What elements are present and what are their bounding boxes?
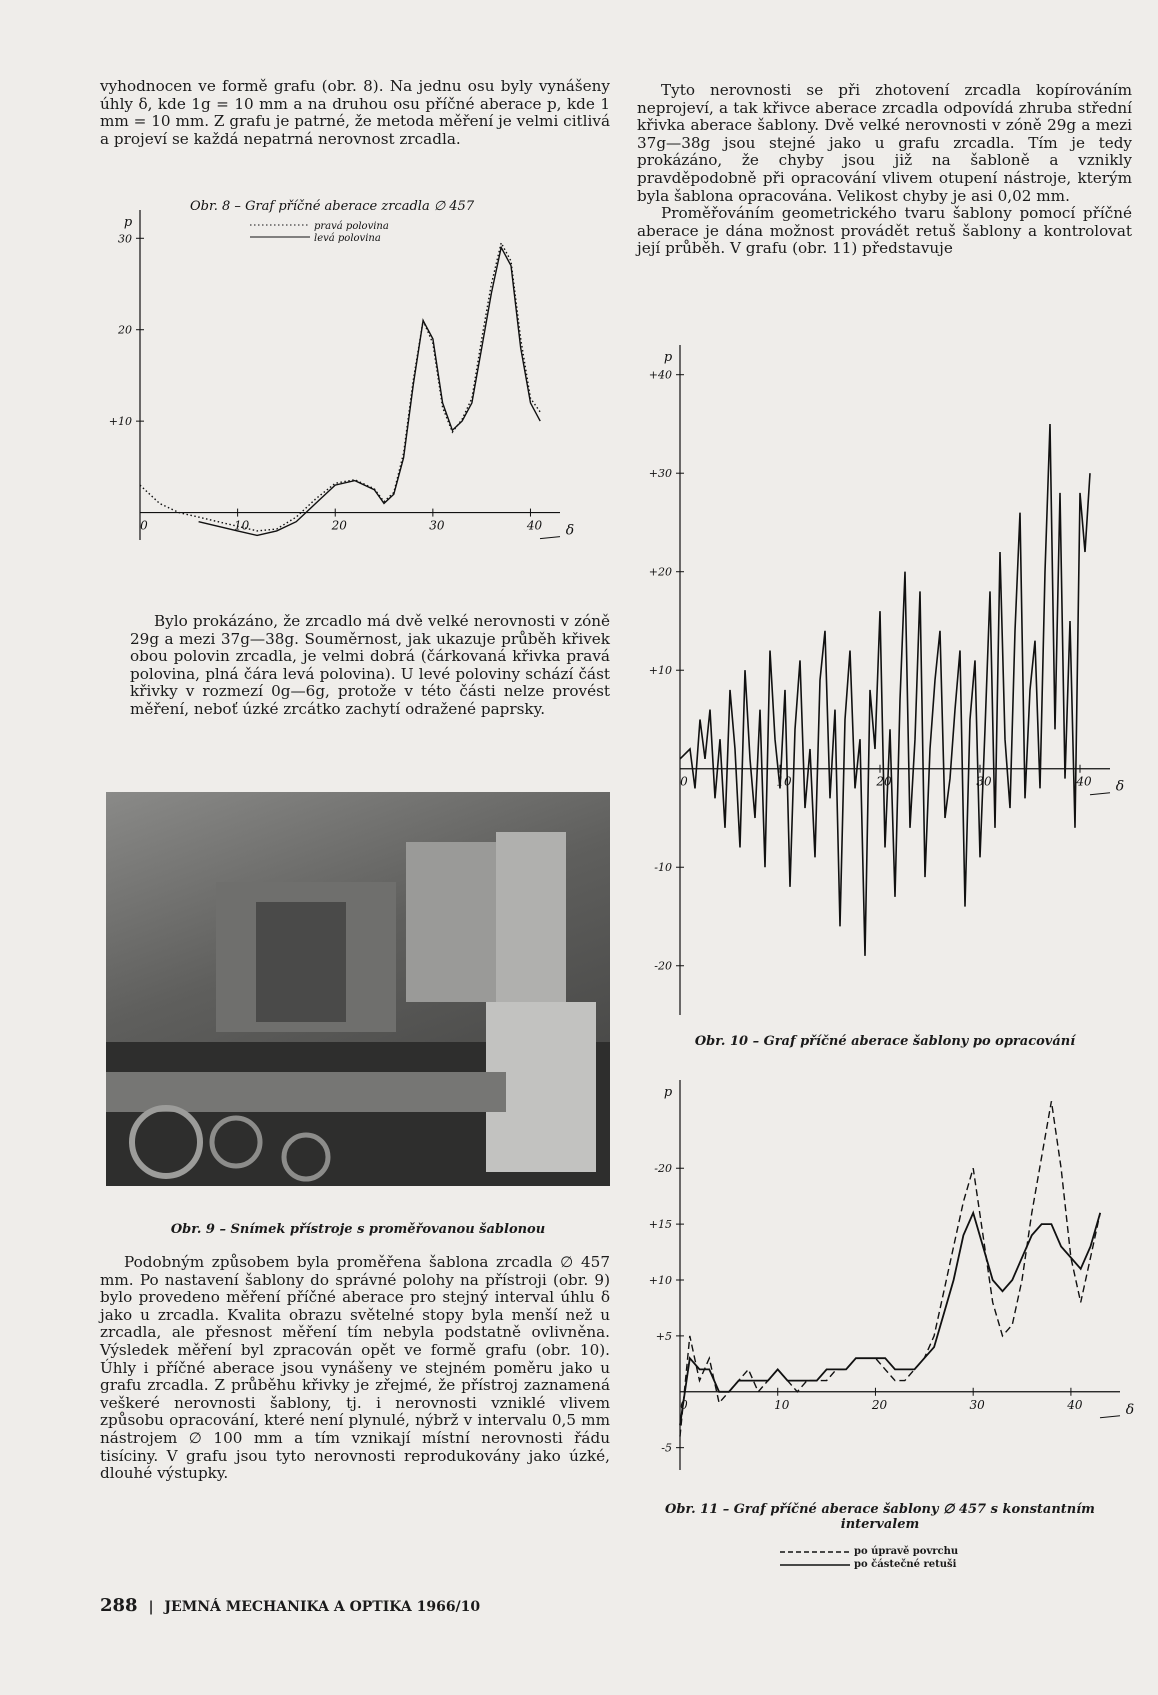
- y-tick-label: -20: [654, 1162, 672, 1176]
- x-axis-label: δ: [1115, 778, 1125, 795]
- y-tick-label: +30: [648, 467, 672, 481]
- paragraph: Tyto nerovnosti se při zhotovení zrcadla kopírováním neprojeví, a tak křivce aberace zrcadla odpovídá zhruba střední křivka aberace šablony. Dvě velké nerovnosti v zóně 29g a mezi 37g—38g jsou stejné jako u grafu zrcadla. Tím je tedy prokázáno, že chyby jsou již na šabloně a vznikly pravděpodobně při opracování vlivem otupení nástroje, kterým byla šablona opracována. Velikost chyby je asi 0,02 mm.: [637, 81, 1132, 205]
- legend-dotted-label: pravá polovina: [314, 221, 389, 232]
- x-tick-label: 30: [976, 774, 992, 789]
- right-column-top: [637, 82, 1132, 258]
- series-line-1: [199, 247, 541, 535]
- x-tick-label: 10: [774, 1397, 790, 1412]
- series-line-1: [680, 424, 1090, 956]
- y-axis-label: p: [663, 350, 673, 365]
- y-tick-label: +20: [648, 565, 672, 579]
- left-column-mid: [130, 613, 610, 719]
- x-tick-label: 0: [140, 518, 148, 533]
- y-tick-label: -10: [654, 861, 672, 875]
- legend-item: [780, 1558, 958, 1571]
- x-axis-arrow: [540, 537, 560, 539]
- page-number: 288: [100, 1595, 138, 1616]
- legend-label: po úpravě povrchu: [854, 1546, 959, 1557]
- x-tick-label: 40: [1067, 1397, 1083, 1412]
- y-tick-label: 20: [118, 323, 132, 337]
- y-tick-label: +15: [648, 1218, 672, 1232]
- legend-solid-label: levá polovina: [314, 233, 381, 244]
- paragraph: Podobným způsobem byla proměřena šablona zrcadla ∅ 457 mm. Po nastavení šablony do správné polohy na přístroji (obr. 9) bylo provedeno měření příčné aberace pro stejný interval úhlu δ jako u zrcadla. Kvalita obrazu světelné stopy byla menší než u zrcadla, ale přesnost měření tím nebyla podstatně ovlivněna. Výsledek měření byl zpracován opět ve formě grafu (obr. 10). Úhly i příčné aberace jsou vynášeny ve stejném poměru jako u grafu zrcadla. Z průběhu křivky je zřejmé, že přístroj zaznamená veškeré nerovnosti šablony, tj. i nerovnosti vzniklé vlivem způsobu opracování, které není plynulé, nýbrž v intervalu 0,5 mm nástrojem ∅ 100 mm a tím vznikají místní nerovnosti řádu tisíciny. V grafu jsou tyto nerovnosti reprodukovány jako úzké, dlouhé výstupky.: [100, 1253, 610, 1483]
- fig9-photo: [106, 792, 610, 1186]
- fig9-caption: Obr. 9 – Snímek přístroje s proměřovanou šablonou: [170, 1222, 546, 1237]
- y-tick-label: -5: [661, 1441, 672, 1455]
- y-tick-label: +10: [648, 1274, 672, 1287]
- fig8-plot: [108, 199, 610, 590]
- left-column-top: [100, 78, 610, 148]
- x-axis-arrow: [1090, 793, 1110, 795]
- x-axis-label: δ: [565, 522, 575, 539]
- fig11-plot: [640, 1080, 1140, 1490]
- fig10-caption: Obr. 10 – Graf příčné aberace šablony po opracování: [694, 1034, 1076, 1049]
- y-tick-label: -20: [654, 959, 672, 973]
- x-tick-label: 40: [1076, 774, 1092, 789]
- x-tick-label: 20: [331, 518, 347, 533]
- journal-name: JEMNÁ MECHANIKA A OPTIKA 1966/10: [164, 1599, 481, 1615]
- left-column-bottom: [100, 1254, 610, 1483]
- fig10-plot: [640, 335, 1140, 1030]
- figure-8: [108, 199, 610, 590]
- y-tick-label: +40: [648, 368, 672, 382]
- figure-10: [640, 335, 1140, 1030]
- paragraph: Proměřováním geometrického tvaru šablony pomocí příčné aberace je dána možnost provádět retuš šablony a kontrolovat její průběh. V grafu (obr. 11) představuje: [637, 204, 1132, 258]
- y-tick-label: +10: [648, 664, 672, 678]
- paragraph: vyhodnocen ve formě grafu (obr. 8). Na jednu osu byly vynášeny úhly δ, kde 1g = 10 mm a na druhou osu příčné aberace p, kde 1 mm = 10 mm. Z grafu je patrné, že metoda měření je velmi citlivá a projeví se každá nepatrná nerovnost zrcadla.: [100, 77, 610, 148]
- page-footer: 288 | JEMNÁ MECHANIKA A OPTIKA 1966/10: [100, 1595, 481, 1616]
- x-tick-label: 20: [871, 1397, 888, 1412]
- x-tick-label: 30: [969, 1397, 985, 1412]
- x-axis-arrow: [1100, 1416, 1120, 1418]
- fig11-caption-line2: intervalem: [840, 1517, 920, 1532]
- fig11-caption: [620, 1502, 1140, 1532]
- y-axis-label: p: [123, 215, 133, 230]
- series-line-2: [140, 243, 540, 531]
- y-axis-label: p: [663, 1085, 673, 1100]
- fig8-caption: Obr. 8 – Graf příčné aberace zrcadla ∅ 457: [190, 199, 475, 214]
- paragraph: Bylo prokázáno, že zrcadlo má dvě velké nerovnosti v zóně 29g a mezi 37g—38g. Souměrnost, jak ukazuje průběh křivek obou polovin zrcadla, je velmi dobrá (čárkovaná křivka pravá polovina, plná čára levá polovina). U levé poloviny schází část křivky v rozmezí 0g—6g, protože v této části nelze provést měření, neboť úzké zrcátko zachytí odražené paprsky.: [130, 612, 610, 718]
- x-tick-label: 0: [680, 774, 688, 789]
- legend-label: po částečné retuši: [854, 1559, 957, 1570]
- legend-item: [780, 1545, 958, 1558]
- x-axis-label: δ: [1125, 1401, 1135, 1418]
- x-tick-label: 0: [680, 1397, 688, 1412]
- series-line-2: [680, 1213, 1100, 1425]
- x-tick-label: 20: [876, 774, 892, 789]
- figure-11: [640, 1080, 1140, 1490]
- fig11-legend: [780, 1545, 958, 1571]
- x-tick-label: 40: [526, 518, 543, 533]
- x-tick-label: 10: [776, 774, 792, 789]
- x-tick-label: 10: [233, 518, 250, 533]
- x-tick-label: 30: [429, 518, 445, 533]
- y-tick-label: +5: [655, 1329, 672, 1343]
- fig11-caption-line1: Obr. 11 – Graf příčné aberace šablony ∅ 457 s konstantním: [665, 1502, 1095, 1517]
- y-tick-label: 30: [118, 232, 132, 246]
- series-line-1: [680, 1101, 1100, 1436]
- y-tick-label: +10: [108, 415, 132, 429]
